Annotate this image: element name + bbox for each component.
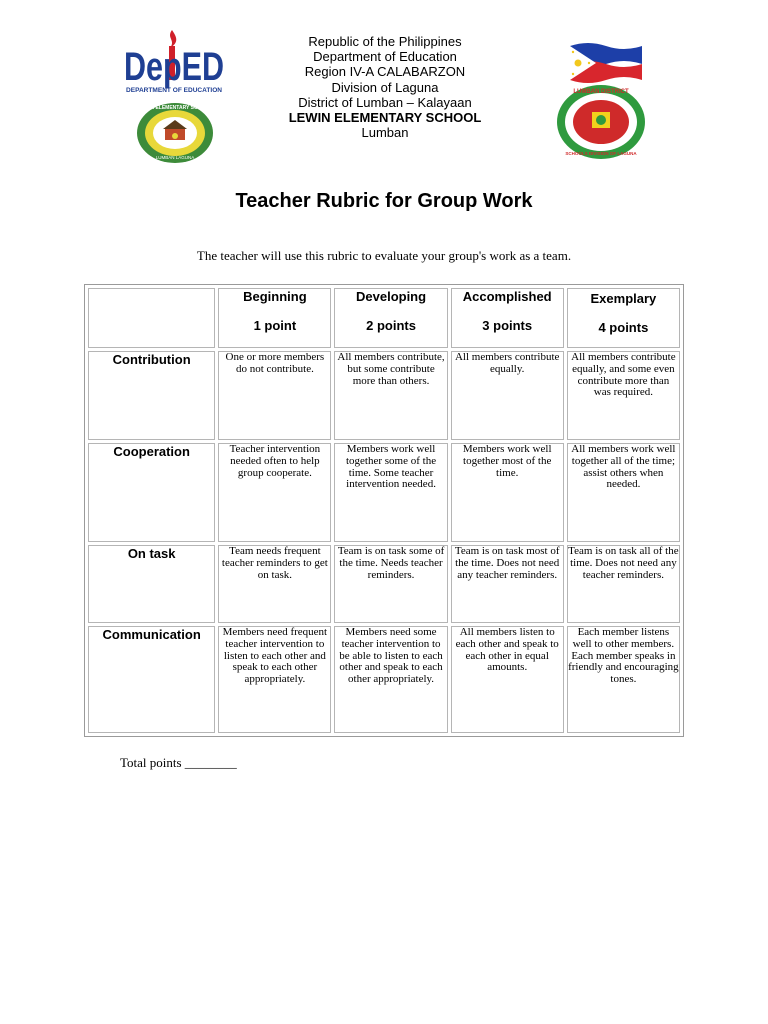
header-line-department: Department of Education [313, 49, 457, 65]
rubric-cell: All members contribute equally. [451, 351, 564, 440]
deped-wordmark: DepED [124, 45, 224, 89]
rubric-header-row [88, 288, 680, 348]
rubric-row-communication [88, 626, 680, 733]
level-points: 1 point [253, 318, 297, 333]
letterhead [230, 34, 540, 140]
rubric-cell: Members work well together most of the time. [451, 443, 564, 542]
rubric-cell: Teacher intervention needed often to help group cooperate. [218, 443, 331, 542]
deped-logo [120, 28, 230, 105]
rubric-row-cooperation [88, 443, 680, 542]
header-line-district: District of Lumban – Kalayaan [298, 94, 472, 110]
level-name: Exemplary [590, 291, 657, 306]
rubric-row-contribution [88, 351, 680, 440]
district-seal-bottom: SCHOOLS DIVISION OF LAGUNA [565, 151, 637, 156]
rubric-cell: Each member listens well to other members. Each member speaks in friendly and encouraging tones. [567, 626, 680, 733]
header-town: Lumban [361, 125, 409, 141]
rubric-cell: Team is on task most of the time. Does not need any teacher reminders. [451, 545, 564, 623]
criterion-label: Communication [88, 626, 215, 733]
school-seal-bottom: LUMBAN LAGUNA [155, 155, 195, 160]
page-title: Teacher Rubric for Group Work [235, 190, 533, 212]
rubric-cell: Members need frequent teacher intervention to listen to each other and speak to each other appropriately. [218, 626, 331, 733]
level-name: Developing [356, 289, 427, 304]
level-points: 2 points [366, 318, 416, 333]
criterion-label: Cooperation [88, 443, 215, 542]
school-seal [135, 102, 215, 169]
level-header-beginning [218, 288, 331, 348]
level-header-developing [334, 288, 447, 348]
rubric-cell: Members work well together some of the time. Some teacher intervention needed. [334, 443, 447, 542]
rubric-cell: Members need some teacher intervention to be able to listen to each other and speak to each other appropriately. [334, 626, 447, 733]
rubric-cell: All members listen to each other and speak to each other in equal amounts. [451, 626, 564, 733]
criterion-label: Contribution [88, 351, 215, 440]
deped-subtitle: DEPARTMENT OF EDUCATION [126, 87, 223, 94]
header-line-republic: Republic of the Philippines [308, 34, 462, 49]
intro-text: The teacher will use this rubric to evaluate your group's work as a team. [196, 248, 572, 263]
header-school-name: LEWIN ELEMENTARY SCHOOL [288, 110, 482, 126]
level-name: Beginning [243, 289, 307, 304]
criterion-label: On task [88, 545, 215, 623]
rubric-row-on-task [88, 545, 680, 623]
level-name: Accomplished [462, 289, 552, 304]
header-line-region: Region IV-A CALABARZON [304, 64, 466, 80]
total-points-line: Total points ________ [120, 755, 237, 770]
rubric-cell: Team is on task some of the time. Needs teacher reminders. [334, 545, 447, 623]
philippine-flag [568, 40, 642, 87]
rubric-cell: Team is on task all of the time. Does not need any teacher reminders. [567, 545, 680, 623]
rubric-corner-cell [88, 288, 215, 348]
rubric-cell: Team needs frequent teacher reminders to get on task. [218, 545, 331, 623]
rubric-table [84, 284, 684, 737]
rubric-cell: All members contribute, but some contribute more than others. [334, 351, 447, 440]
level-points: 3 points [482, 318, 533, 333]
district-seal-text: LUMBAN DISTRICT [573, 89, 629, 95]
rubric-cell: One or more members do not contribute. [218, 351, 331, 440]
level-header-accomplished [451, 288, 564, 348]
rubric-cell: All members work well together all of the time; assist others when needed. [567, 443, 680, 542]
level-points: 4 points [598, 320, 649, 335]
district-seal [556, 84, 646, 165]
level-header-exemplary [567, 288, 680, 348]
header-line-division: Division of Laguna [331, 79, 439, 95]
school-seal-text: LEWIN ELEMENTARY SCHOOL [137, 105, 213, 111]
rubric-cell: All members contribute equally, and some even contribute more than was required. [567, 351, 680, 440]
